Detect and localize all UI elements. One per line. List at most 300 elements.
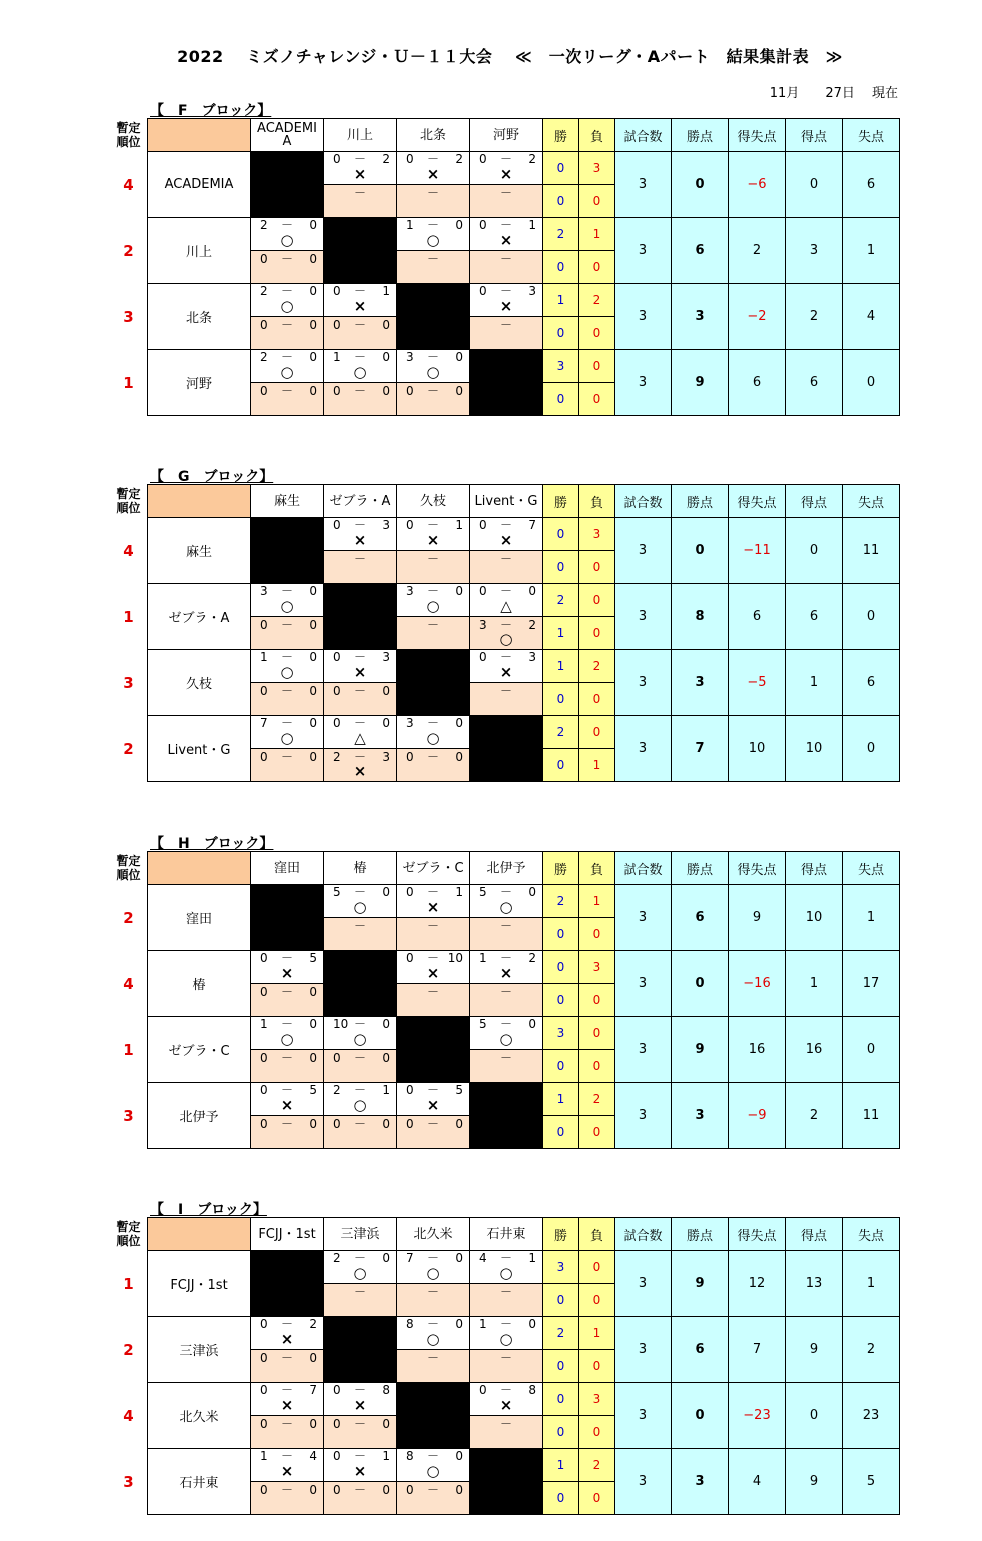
score-away: 0	[382, 716, 390, 730]
rank: 2	[123, 739, 134, 758]
rank: 1	[123, 607, 134, 626]
corner-cell	[148, 485, 251, 518]
score-dash: －	[280, 1383, 293, 1397]
score-home: 0	[479, 1383, 487, 1397]
score-away: 0	[309, 584, 317, 598]
score-home: 0	[260, 1483, 268, 1497]
stat-header: 得失点	[729, 1218, 786, 1251]
wins: 1	[543, 650, 579, 683]
match-result-2	[470, 251, 543, 284]
score-away: 0	[382, 885, 390, 899]
result-mark: ×	[353, 663, 367, 681]
losses-2: 0	[579, 185, 615, 218]
stat-points: 6	[672, 218, 729, 284]
score-home: 0	[333, 152, 341, 166]
stat-header: 勝	[543, 852, 579, 885]
match-result	[397, 1317, 470, 1350]
team-name: ACADEMIA	[148, 152, 251, 218]
dash-mark: －	[426, 252, 439, 266]
result-mark: ×	[280, 1396, 294, 1414]
score-home: 8	[406, 1317, 414, 1331]
stat-header: 負	[579, 852, 615, 885]
stat-ga: 0	[843, 716, 900, 782]
dash-mark: －	[426, 618, 439, 632]
losses-2: 0	[579, 317, 615, 350]
match-result	[470, 218, 543, 251]
score-home: 2	[333, 750, 341, 764]
match-result	[470, 1317, 543, 1350]
score-home: 0	[260, 252, 268, 266]
dash	[397, 187, 469, 200]
result-mark: ○	[353, 363, 367, 381]
match-result	[470, 518, 543, 551]
match-result	[324, 650, 397, 683]
score-dash: －	[280, 951, 293, 965]
score-dash: －	[426, 518, 439, 532]
score-home: 0	[333, 1051, 341, 1065]
dash-mark: －	[426, 186, 439, 200]
stat-points: 3	[672, 650, 729, 716]
dash	[397, 920, 469, 933]
result-mark: ×	[499, 165, 513, 183]
wins: 0	[543, 951, 579, 984]
score-home: 0	[406, 1083, 414, 1097]
score-away: 7	[309, 1383, 317, 1397]
losses-2: 0	[579, 1416, 615, 1449]
score-away: 8	[382, 1383, 390, 1397]
result-mark: ○	[499, 1264, 513, 1282]
wins: 3	[543, 1251, 579, 1284]
score	[251, 685, 323, 698]
score	[324, 1418, 396, 1431]
score-dash: －	[353, 384, 366, 398]
stat-points: 6	[672, 1317, 729, 1383]
match-result-2	[397, 383, 470, 416]
score-dash: －	[499, 1317, 512, 1331]
score-dash: －	[280, 750, 293, 764]
score-away: 0	[309, 384, 317, 398]
score-away: 5	[309, 951, 317, 965]
stat-gf: 0	[786, 152, 843, 218]
team-name: Livent・G	[148, 716, 251, 782]
dash	[324, 1286, 396, 1299]
score-away: 0	[382, 1251, 390, 1265]
score-away: 0	[382, 350, 390, 364]
header-row	[110, 485, 900, 518]
losses: 0	[579, 1251, 615, 1284]
dash-mark: －	[499, 186, 512, 200]
rank: 1	[123, 373, 134, 392]
score-home: 0	[479, 650, 487, 664]
match-result	[397, 152, 470, 185]
result-mark: ○	[353, 1264, 367, 1282]
score	[324, 685, 396, 698]
score-away: 5	[455, 1083, 463, 1097]
score-away: 1	[455, 885, 463, 899]
score-away: 3	[382, 518, 390, 532]
result-mark: ○	[426, 231, 440, 249]
stat-diff: 10	[729, 716, 786, 782]
score-dash: －	[280, 985, 293, 999]
score-away: 0	[455, 218, 463, 232]
self-cell	[324, 1317, 397, 1383]
score	[251, 1418, 323, 1431]
self-cell	[324, 951, 397, 1017]
match-result-2	[324, 383, 397, 416]
stat-header: 負	[579, 119, 615, 152]
team-row-top	[110, 284, 900, 317]
score-home: 2	[333, 1251, 341, 1265]
score-home: 3	[406, 350, 414, 364]
score-dash: －	[280, 350, 293, 364]
score-away: 3	[528, 284, 536, 298]
team-name: 椿	[148, 951, 251, 1017]
stat-ga: 23	[843, 1383, 900, 1449]
match-result	[324, 1017, 397, 1050]
team-row-top	[110, 1017, 900, 1050]
match-result	[470, 284, 543, 317]
self-cell	[470, 350, 543, 416]
col-header: ゼブラ・A	[324, 485, 397, 518]
match-result-2	[251, 1116, 324, 1149]
match-result-2	[251, 1416, 324, 1449]
stat-diff: 7	[729, 1317, 786, 1383]
match-result-2	[251, 251, 324, 284]
wins: 1	[543, 1449, 579, 1482]
score-home: 0	[406, 152, 414, 166]
stat-diff: 16	[729, 1017, 786, 1083]
losses: 0	[579, 716, 615, 749]
match-result-2	[251, 1482, 324, 1515]
score	[397, 751, 469, 764]
score-away: 10	[447, 951, 463, 965]
match-result	[324, 284, 397, 317]
score-home: 0	[333, 650, 341, 664]
losses-2: 0	[579, 617, 615, 650]
match-result	[397, 951, 470, 984]
stat-diff: 4	[729, 1449, 786, 1515]
stat-gf: 1	[786, 951, 843, 1017]
wins: 2	[543, 218, 579, 251]
match-result-2	[251, 317, 324, 350]
result-mark: ○	[280, 231, 294, 249]
score-dash: －	[499, 618, 512, 632]
score-home: 0	[260, 1317, 268, 1331]
stat-gf: 10	[786, 885, 843, 951]
col-header: 三津浜	[324, 1218, 397, 1251]
score-dash: －	[426, 1117, 439, 1131]
score	[251, 385, 323, 398]
self-cell	[397, 1383, 470, 1449]
result-mark: ○	[426, 1264, 440, 1282]
stat-header: 勝	[543, 1218, 579, 1251]
wins-2: 0	[543, 749, 579, 782]
stat-header: 試合数	[615, 852, 672, 885]
score-dash: －	[499, 284, 512, 298]
score-dash: －	[353, 1117, 366, 1131]
score-home: 0	[260, 1117, 268, 1131]
stat-ga: 11	[843, 1083, 900, 1149]
losses: 0	[579, 1017, 615, 1050]
team-name: 三津浜	[148, 1317, 251, 1383]
match-result-2	[397, 1284, 470, 1317]
stat-header: 負	[579, 485, 615, 518]
stat-ga: 1	[843, 218, 900, 284]
stat-played: 3	[615, 518, 672, 584]
stat-points: 0	[672, 951, 729, 1017]
score-dash: －	[426, 885, 439, 899]
dash-mark: －	[499, 1417, 512, 1431]
score	[397, 1118, 469, 1131]
self-cell	[470, 1083, 543, 1149]
rank: 2	[123, 1340, 134, 1359]
stat-points: 0	[672, 518, 729, 584]
score-home: 0	[406, 1117, 414, 1131]
rank: 3	[123, 1472, 134, 1491]
score-dash: －	[353, 350, 366, 364]
match-result	[251, 1017, 324, 1050]
score-dash: －	[280, 1351, 293, 1365]
stat-diff: −9	[729, 1083, 786, 1149]
stat-ga: 0	[843, 350, 900, 416]
stat-diff: 9	[729, 885, 786, 951]
score-dash: －	[280, 218, 293, 232]
score-home: 0	[406, 518, 414, 532]
score-home: 0	[260, 750, 268, 764]
score	[324, 385, 396, 398]
self-cell	[251, 152, 324, 218]
stat-played: 3	[615, 951, 672, 1017]
score-dash: －	[499, 1383, 512, 1397]
result-mark: ○	[426, 1330, 440, 1348]
score-away: 0	[455, 584, 463, 598]
score-away: 3	[382, 650, 390, 664]
result-mark: ×	[280, 964, 294, 982]
losses: 3	[579, 951, 615, 984]
score-away: 0	[309, 1017, 317, 1031]
stat-points: 0	[672, 152, 729, 218]
wins-2: 0	[543, 185, 579, 218]
score-home: 5	[479, 885, 487, 899]
match-result	[397, 218, 470, 251]
score-away: 0	[382, 684, 390, 698]
wins-2: 0	[543, 317, 579, 350]
score-home: 5	[333, 885, 341, 899]
match-result	[324, 1449, 397, 1482]
dash-mark: －	[499, 318, 512, 332]
result-mark: ×	[280, 1330, 294, 1348]
team-name: 石井東	[148, 1449, 251, 1515]
stat-played: 3	[615, 218, 672, 284]
stat-diff: 2	[729, 218, 786, 284]
score-home: 0	[406, 750, 414, 764]
dash-mark: －	[426, 985, 439, 999]
stat-gf: 2	[786, 1083, 843, 1149]
dash-mark: －	[499, 985, 512, 999]
score-dash: －	[280, 1317, 293, 1331]
match-result-2	[324, 1482, 397, 1515]
stat-gf: 6	[786, 584, 843, 650]
losses: 0	[579, 584, 615, 617]
match-result-2	[470, 1350, 543, 1383]
self-cell	[397, 650, 470, 716]
score-home: 0	[333, 284, 341, 298]
stat-played: 3	[615, 1251, 672, 1317]
wins-2: 0	[543, 1350, 579, 1383]
result-mark: ○	[280, 363, 294, 381]
score	[324, 1118, 396, 1131]
score-dash: －	[280, 384, 293, 398]
score-away: 0	[309, 684, 317, 698]
stat-ga: 5	[843, 1449, 900, 1515]
score-away: 4	[309, 1449, 317, 1463]
team-row-top	[110, 1449, 900, 1482]
score	[324, 1484, 396, 1497]
score-dash: －	[280, 1449, 293, 1463]
wins-2: 1	[543, 617, 579, 650]
score-dash: －	[353, 1051, 366, 1065]
score-home: 0	[260, 985, 268, 999]
score-away: 3	[382, 750, 390, 764]
rank-header: 暫定 順位	[116, 1220, 141, 1248]
result-mark: ○	[499, 898, 513, 916]
rank: 3	[123, 307, 134, 326]
score-dash: －	[353, 684, 366, 698]
wins-2: 0	[543, 1050, 579, 1083]
losses: 1	[579, 218, 615, 251]
match-result-2	[470, 1050, 543, 1083]
rank: 2	[123, 241, 134, 260]
result-mark: ○	[426, 1462, 440, 1480]
col-header: ゼブラ・C	[397, 852, 470, 885]
losses-2: 0	[579, 984, 615, 1017]
wins-2: 0	[543, 1116, 579, 1149]
dash-mark: －	[426, 1285, 439, 1299]
score	[251, 1118, 323, 1131]
match-result	[397, 885, 470, 918]
score-away: 0	[309, 1483, 317, 1497]
wins-2: 0	[543, 918, 579, 951]
stat-gf: 10	[786, 716, 843, 782]
score-dash: －	[499, 650, 512, 664]
col-header: 椿	[324, 852, 397, 885]
dash	[470, 319, 542, 332]
dash-mark: －	[426, 919, 439, 933]
score-away: 0	[528, 885, 536, 899]
result-mark: ×	[426, 898, 440, 916]
score-home: 3	[260, 584, 268, 598]
team-row-top	[110, 1251, 900, 1284]
score-away: 0	[309, 1117, 317, 1131]
header-row	[110, 852, 900, 885]
col-header: 石井東	[470, 1218, 543, 1251]
score-home: 0	[333, 318, 341, 332]
match-result	[470, 951, 543, 984]
score-dash: －	[353, 318, 366, 332]
stat-gf: 9	[786, 1449, 843, 1515]
score-home: 0	[260, 684, 268, 698]
stat-ga: 1	[843, 1251, 900, 1317]
result-mark: ○	[280, 729, 294, 747]
losses: 1	[579, 885, 615, 918]
result-mark: ×	[280, 1096, 294, 1114]
match-result-2	[397, 185, 470, 218]
score-away: 0	[455, 1483, 463, 1497]
score-away: 0	[382, 1017, 390, 1031]
result-mark: ×	[499, 531, 513, 549]
score-away: 0	[455, 384, 463, 398]
col-header: Livent・G	[470, 485, 543, 518]
result-mark: ○	[280, 663, 294, 681]
score-away: 0	[528, 1017, 536, 1031]
score-away: 0	[455, 1449, 463, 1463]
score-away: 0	[309, 1417, 317, 1431]
score-dash: －	[426, 1251, 439, 1265]
result-mark: ×	[499, 964, 513, 982]
stat-header: 得失点	[729, 852, 786, 885]
match-result	[251, 284, 324, 317]
dash	[470, 553, 542, 566]
score-dash: －	[499, 885, 512, 899]
result-mark: ×	[499, 1396, 513, 1414]
score-dash: －	[353, 1483, 366, 1497]
stat-header: 失点	[843, 852, 900, 885]
score-away: 0	[455, 1117, 463, 1131]
score-away: 0	[382, 1051, 390, 1065]
score-home: 0	[333, 518, 341, 532]
block-title: 【 I ブロック】	[150, 1202, 267, 1218]
score-home: 0	[479, 218, 487, 232]
dash	[470, 1418, 542, 1431]
wins-2: 0	[543, 1482, 579, 1515]
dash-mark: －	[426, 1351, 439, 1365]
stat-header: 得失点	[729, 485, 786, 518]
score-dash: －	[280, 618, 293, 632]
team-name: ゼブラ・C	[148, 1017, 251, 1083]
score-home: 7	[406, 1251, 414, 1265]
stat-header: 勝点	[672, 1218, 729, 1251]
standings-table	[110, 851, 900, 1149]
score-dash: －	[280, 1417, 293, 1431]
score-dash: －	[353, 885, 366, 899]
score-away: 8	[528, 1383, 536, 1397]
score-away: 2	[455, 152, 463, 166]
team-name: ゼブラ・A	[148, 584, 251, 650]
team-name: 麻生	[148, 518, 251, 584]
score-away: 0	[309, 985, 317, 999]
match-result	[251, 716, 324, 749]
dash	[397, 1286, 469, 1299]
losses: 2	[579, 650, 615, 683]
match-result-2	[397, 749, 470, 782]
col-header: 北条	[397, 119, 470, 152]
score-dash: －	[426, 584, 439, 598]
match-result-2	[470, 617, 543, 650]
score-dash: －	[499, 152, 512, 166]
team-row-top	[110, 716, 900, 749]
match-result	[397, 518, 470, 551]
stat-gf: 1	[786, 650, 843, 716]
match-result-2	[397, 551, 470, 584]
score-dash: －	[353, 152, 366, 166]
score-away: 0	[309, 750, 317, 764]
rank: 4	[123, 541, 134, 560]
score-dash: －	[280, 1083, 293, 1097]
score-home: 0	[260, 1051, 268, 1065]
match-result-2	[324, 1284, 397, 1317]
corner-cell	[148, 852, 251, 885]
stat-header: 試合数	[615, 1218, 672, 1251]
